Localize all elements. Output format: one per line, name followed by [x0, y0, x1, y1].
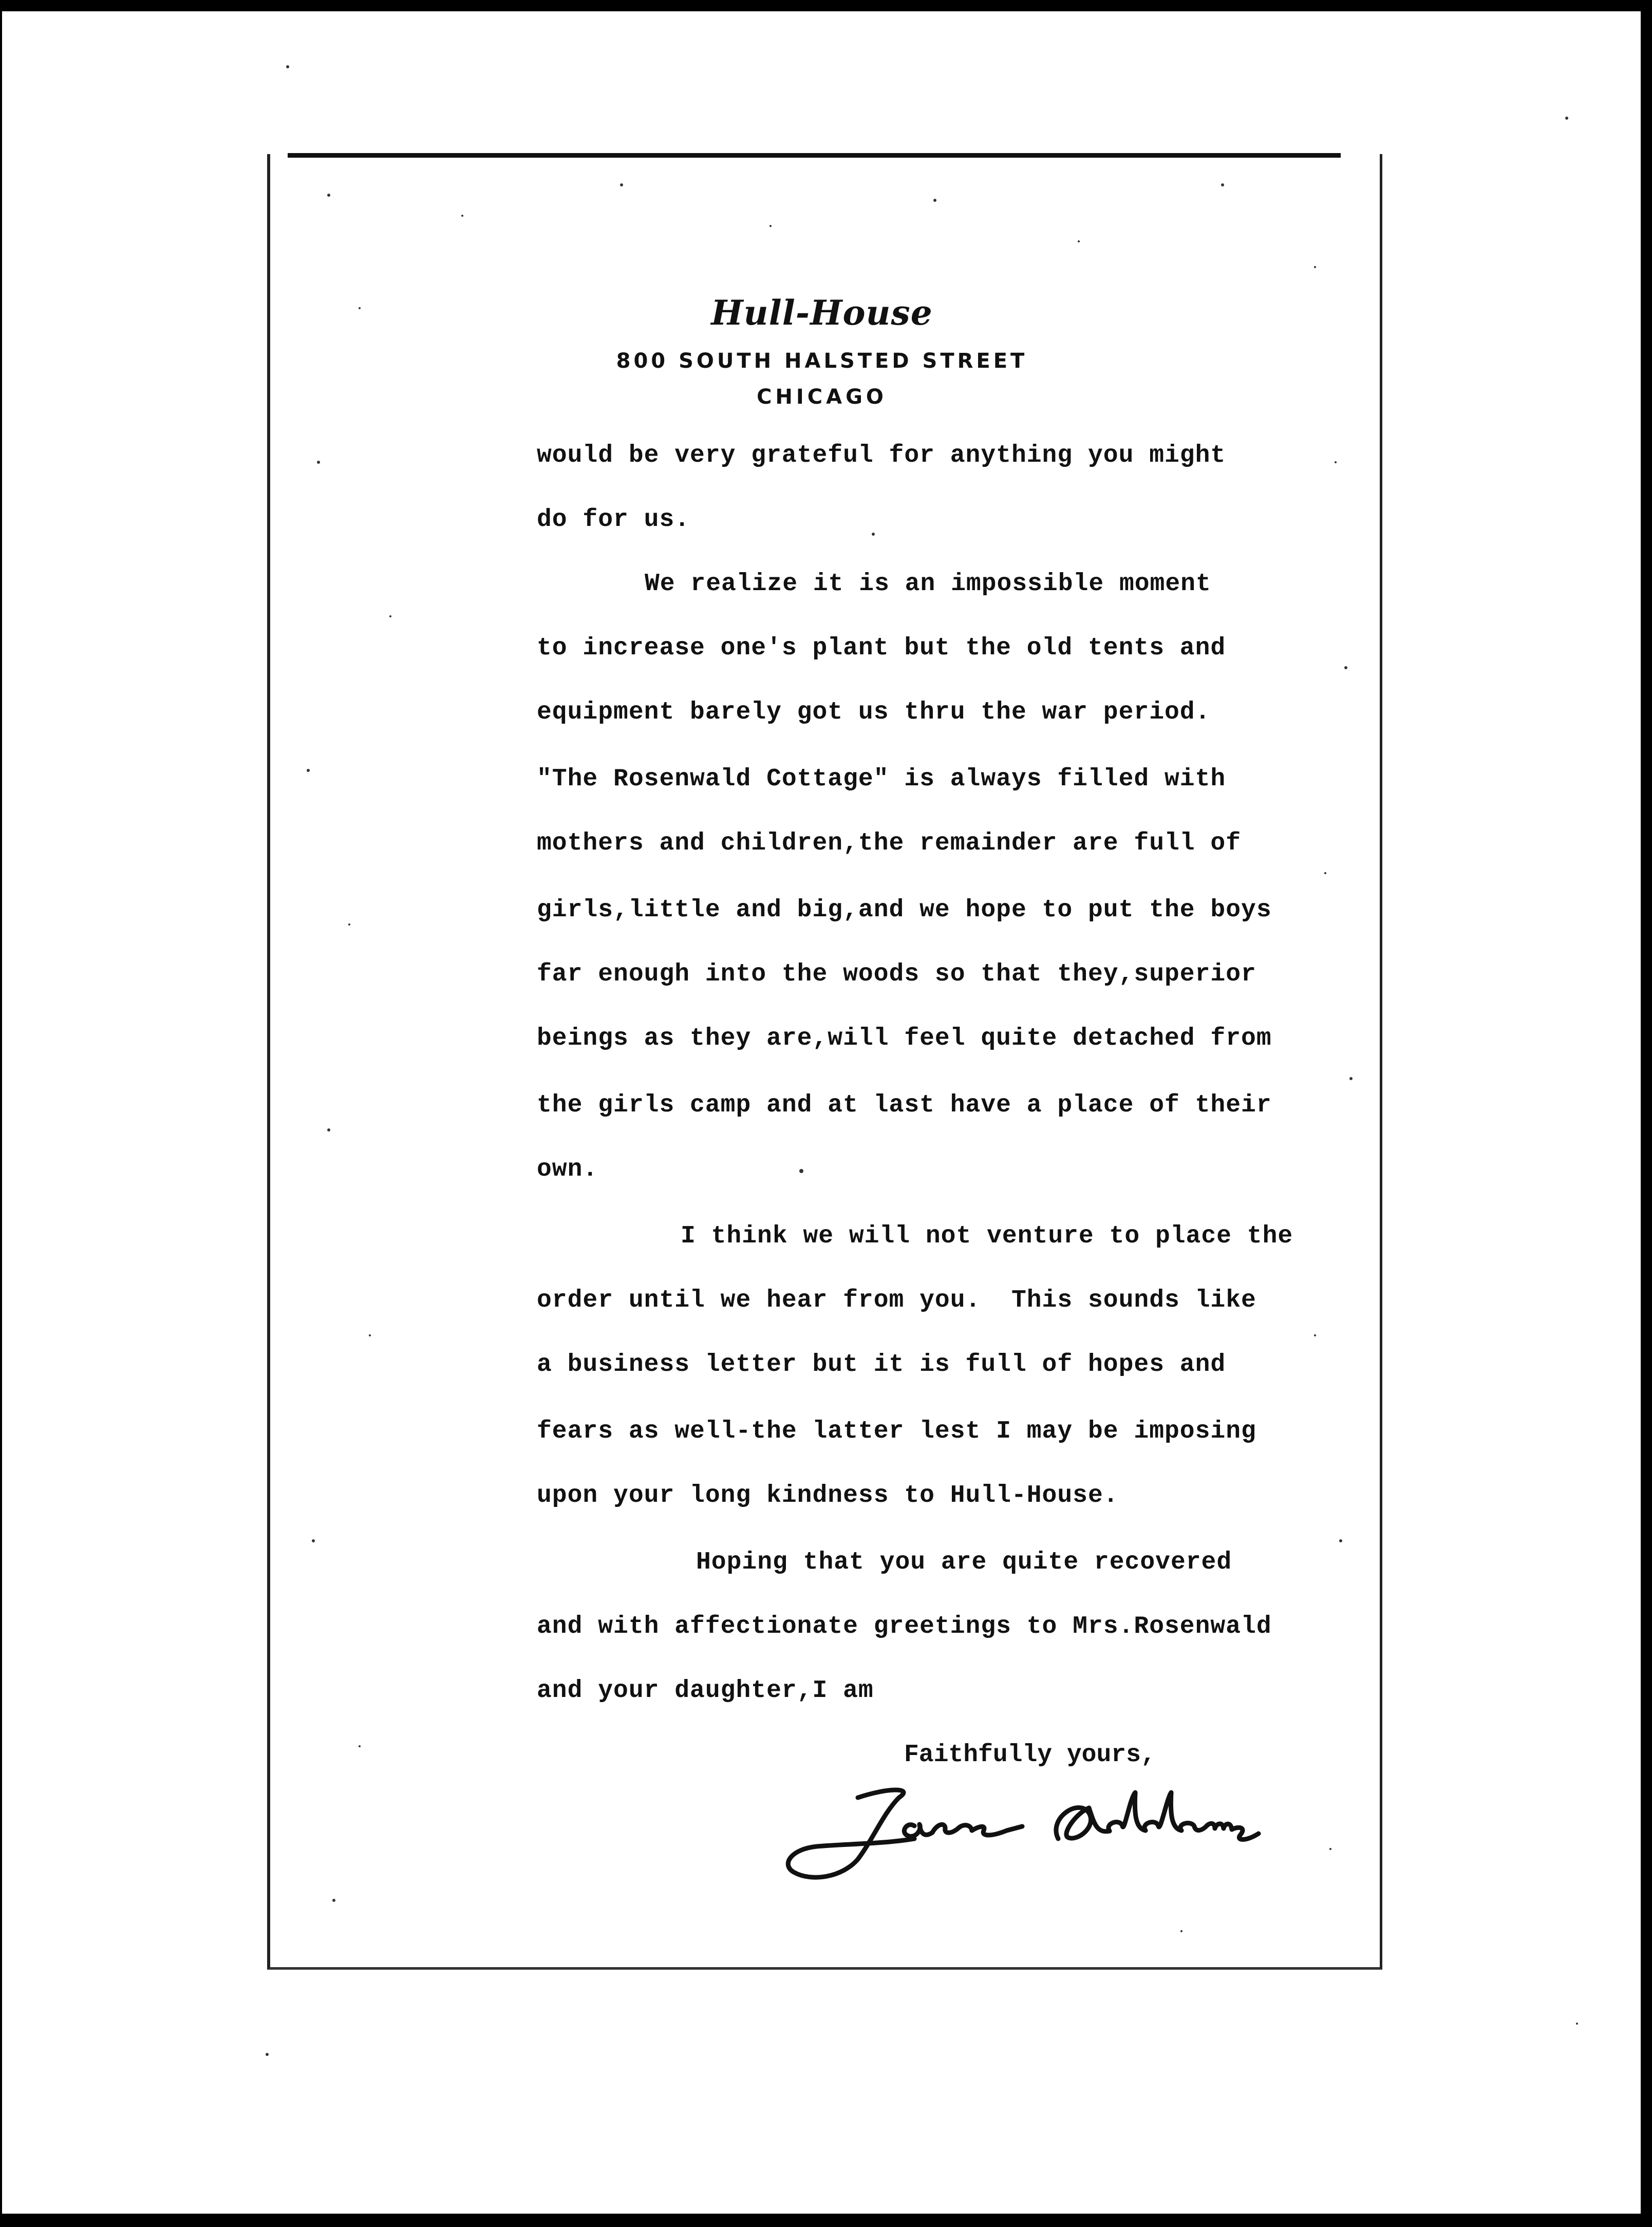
signature — [781, 1777, 1346, 1890]
letterhead-city: CHICAGO — [757, 385, 887, 409]
body-line: the girls camp and at last have a place of their — [537, 1091, 1272, 1119]
body-line: Hoping that you are quite recovered — [696, 1549, 1232, 1576]
closing: Faithfully yours, — [904, 1741, 1156, 1769]
body-line: order until we hear from you. This sounds like — [537, 1287, 1256, 1314]
body-line: upon your long kindness to Hull-House. — [537, 1482, 1119, 1509]
body-line: mothers and children,the remainder are full of — [537, 829, 1242, 857]
body-line: to increase one's plant but the old tents and — [537, 634, 1226, 662]
body-line: "The Rosenwald Cottage" is always filled with — [537, 765, 1226, 793]
body-line: do for us. — [537, 506, 690, 534]
body-line: own. — [537, 1156, 598, 1183]
body-line: fears as well-the latter lest I may be imposing — [537, 1418, 1256, 1445]
letterhead-address: 800 SOUTH HALSTED STREET — [616, 349, 1028, 373]
body-line: I think we will not venture to place the — [681, 1222, 1293, 1250]
body-line: We realize it is an impossible moment — [645, 570, 1211, 598]
body-line: girls,little and big,and we hope to put the boys — [537, 896, 1272, 924]
body-line: far enough into the woods so that they,superior — [537, 960, 1256, 988]
body-line: would be very grateful for anything you might — [537, 442, 1226, 469]
body-line: a business letter but it is full of hopes and — [537, 1351, 1226, 1379]
body-line: equipment barely got us thru the war period. — [537, 699, 1211, 726]
body-line: and with affectionate greetings to Mrs.Rosenwald — [537, 1613, 1272, 1640]
letterhead-name: Hull-House — [711, 293, 933, 333]
body-line: and your daughter,I am — [537, 1677, 874, 1705]
body-line: beings as they are,will feel quite detached from — [537, 1025, 1272, 1052]
